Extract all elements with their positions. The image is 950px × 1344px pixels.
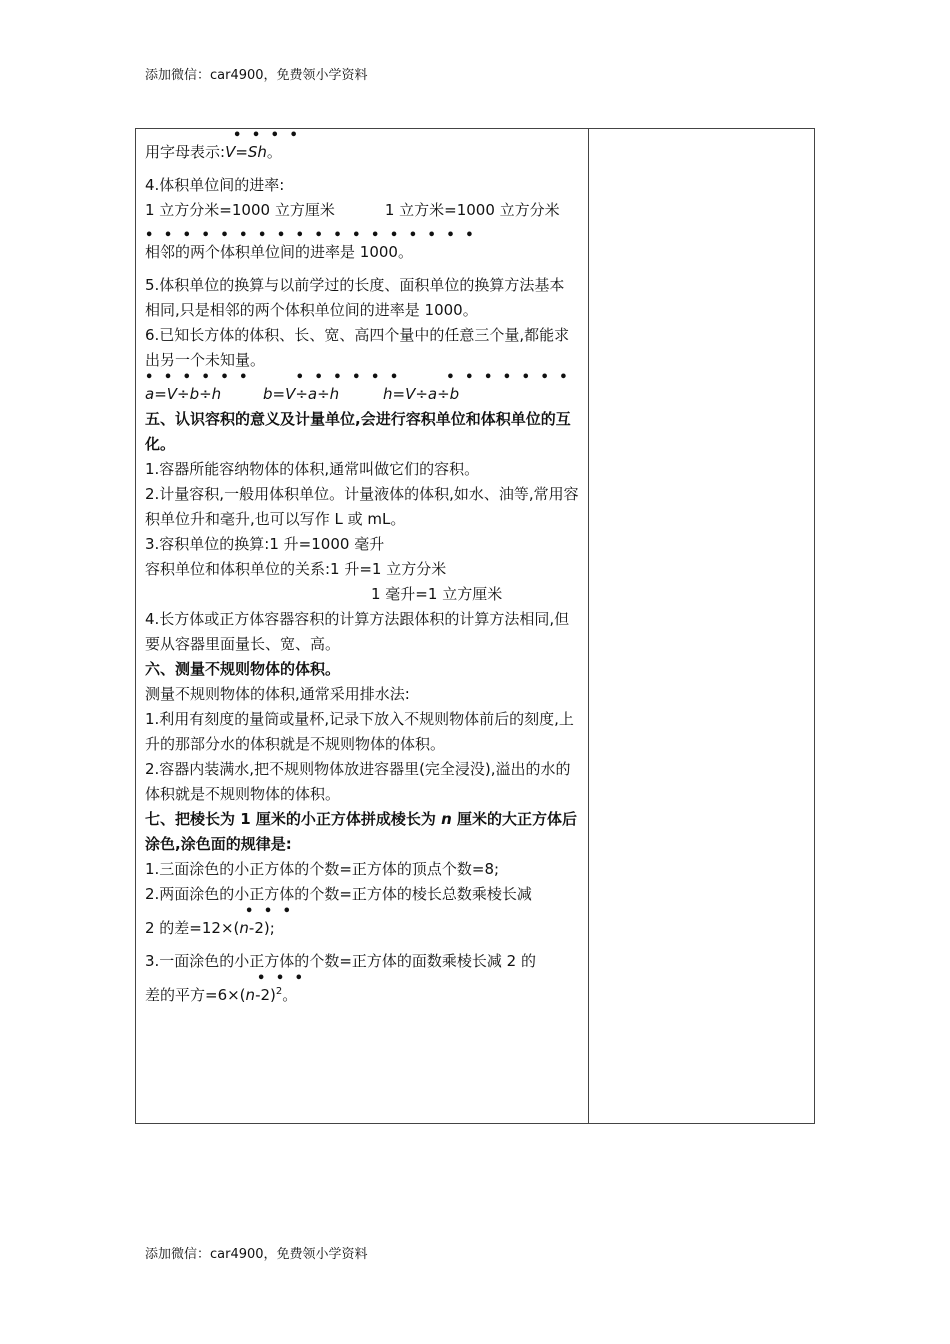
volume-formula-line: 用字母表示:V=Sh。 xyxy=(145,143,282,161)
derived-formulas: a=V÷b÷h b=V÷a÷h h=V÷a÷b xyxy=(145,385,460,403)
emphasis-dots: • • • • xyxy=(233,128,301,143)
s5-text: 5.体积单位的换算与以前学过的长度、面积单位的换算方法基本相同,只是相邻的两个体积单位间的进率是 1000。 xyxy=(145,276,565,319)
notes-cell xyxy=(589,129,814,1123)
p7-1: 1.三面涂色的小正方体的个数=正方体的顶点个数=8; xyxy=(145,860,500,878)
s4-note: 相邻的两个体积单位间的进率是 1000。 xyxy=(145,243,413,261)
heading-section-6: 六、测量不规则物体的体积。 xyxy=(145,660,341,678)
p5-3: 3.容积单位的换算:1 升=1000 毫升 xyxy=(145,535,385,553)
watermark-footer: 添加微信：car4900，免费领小学资料 xyxy=(145,1247,368,1262)
s4-rates: 1 立方分米=1000 立方厘米 1 立方米=1000 立方分米 xyxy=(145,201,560,219)
p5-2: 2.计量容积,一般用体积单位。计量液体的体积,如水、油等,常用容积单位升和毫升,也可以写作 L 或 mL。 xyxy=(145,485,579,528)
p7-2b: 2 的差=12×(n-2); xyxy=(145,919,275,937)
p5-3c: 1 毫升=1 立方厘米 xyxy=(371,585,503,603)
s4-title: 4.体积单位间的进率: xyxy=(145,176,285,194)
emphasis-dots: • • • • • • • • • • • • • • • • • • • xyxy=(145,370,571,385)
emphasis-dots: • • • xyxy=(257,971,306,986)
watermark-header: 添加微信：car4900，免费领小学资料 xyxy=(145,68,368,83)
p5-1: 1.容器所能容纳物体的体积,通常叫做它们的容积。 xyxy=(145,460,480,478)
emphasis-dots: • • • xyxy=(245,904,294,919)
p7-2: 2.两面涂色的小正方体的个数=正方体的棱长总数乘棱长减 xyxy=(145,885,532,903)
p7-3: 3.一面涂色的小正方体的个数=正方体的面数乘棱长减 2 的 xyxy=(145,952,536,970)
heading-section-7: 七、把棱长为 1 厘米的小正方体拼成棱长为 n 厘米的大正方体后涂色,涂色面的规律是: xyxy=(145,810,578,853)
emphasis-dots: • • • • • • • • • • • • • • • • • • xyxy=(145,228,477,243)
heading-section-5: 五、认识容积的意义及计量单位,会进行容积单位和体积单位的互化。 xyxy=(145,410,571,453)
content-table xyxy=(135,128,815,1124)
p5-3b: 容积单位和体积单位的关系:1 升=1 立方分米 xyxy=(145,560,447,578)
left-cell xyxy=(145,128,579,1008)
p6-2: 2.容器内装满水,把不规则物体放进容器里(完全浸没),溢出的水的体积就是不规则物体的体积。 xyxy=(145,760,571,803)
volume-formula: V=Sh xyxy=(225,143,267,161)
p6-1: 1.利用有刻度的量筒或量杯,记录下放入不规则物体前后的刻度,上升的那部分水的体积就是不规则物体的体积。 xyxy=(145,710,574,753)
p6-0: 测量不规则物体的体积,通常采用排水法: xyxy=(145,685,410,703)
p7-3b: 差的平方$=6\times(n-2)^2$。 xyxy=(145,986,298,1004)
s6-text: 6.已知长方体的体积、长、宽、高四个量中的任意三个量,都能求出另一个未知量。 xyxy=(145,326,570,369)
p5-4: 4.长方体或正方体容器容积的计算方法跟体积的计算方法相同,但要从容器里面量长、宽、高。 xyxy=(145,610,570,653)
